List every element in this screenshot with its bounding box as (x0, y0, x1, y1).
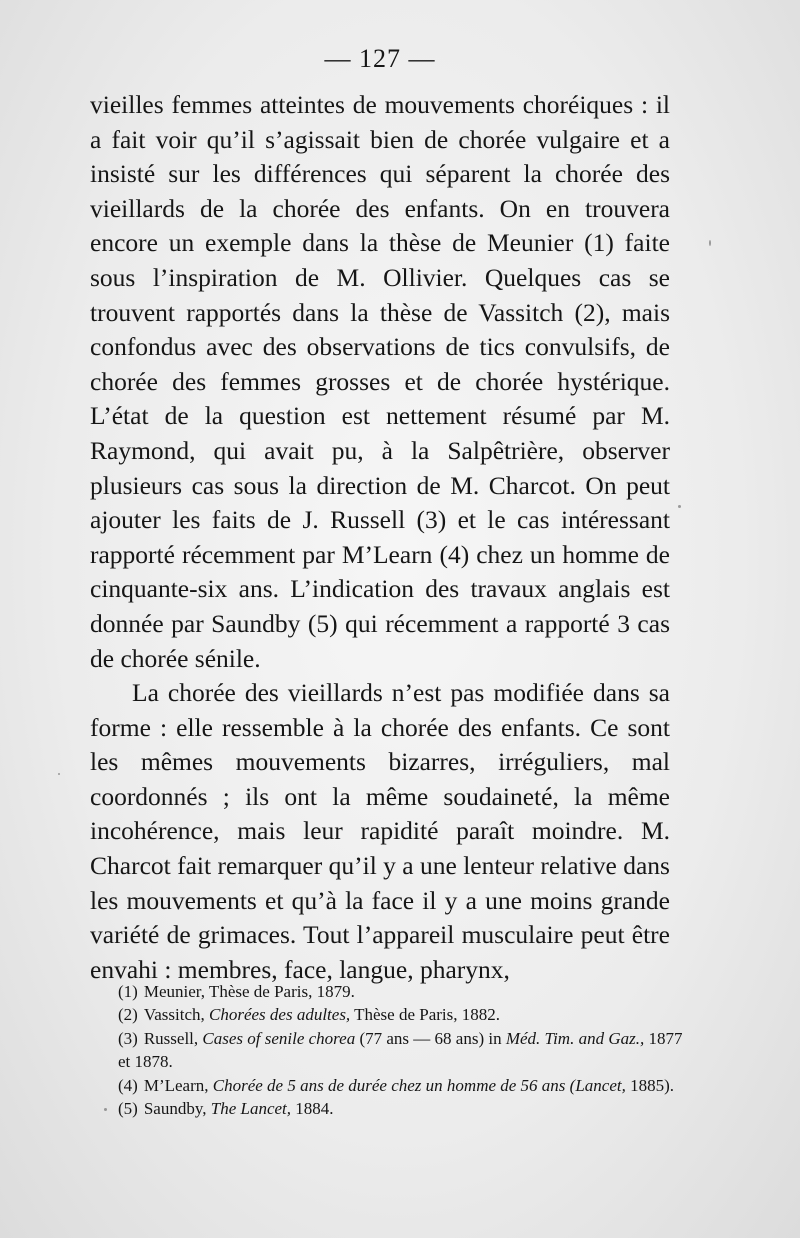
page-number: — 127 — (324, 44, 436, 73)
scan-speck (678, 505, 681, 508)
scan-speck (709, 240, 711, 246)
footnote-text: (77 ans — 68 ans) in (355, 1028, 506, 1048)
footnote-title: Chorées des adultes, (209, 1005, 351, 1025)
footnote-text: Russell, (143, 1028, 203, 1048)
scan-speck (58, 773, 60, 775)
scan-speck (104, 1108, 107, 1111)
footnote-number: (2) (118, 1005, 138, 1025)
footnote-1 (118, 980, 698, 1003)
footnote-text: M’Learn, (143, 1075, 213, 1095)
footnote-text: 1884. (291, 1099, 334, 1119)
body-text (90, 88, 670, 987)
footnote-text: Thèse de Paris, 1882. (350, 1005, 501, 1025)
footnote-text: Meunier, Thèse de Paris, 1879. (143, 982, 355, 1001)
footnote-4 (118, 1074, 698, 1097)
footnote-number: (3) (118, 1028, 138, 1048)
footnote-3 (118, 1027, 698, 1074)
footnote-number: (1) (118, 982, 138, 1001)
footnote-text: 1877 et 1878. (118, 1028, 683, 1072)
footnote-number: (4) (118, 1075, 138, 1095)
footnote-journal: The Lancet, (210, 1099, 292, 1119)
footnotes (118, 980, 698, 1120)
footnote-5 (118, 1097, 698, 1120)
footnote-text: Vassitch, (143, 1005, 209, 1025)
footnote-number: (5) (118, 1099, 138, 1119)
paragraph: La chorée des vieillards n’est pas modifiée dans sa forme : elle ressemble à la chorée des enfants. Ce sont les mêmes mouvements bizarres, irréguliers, mal coordonnés ; ils ont la même soudaineté, la même incohérence, mais leur rapidité paraît moindre. M. Charcot fait remarquer qu’il y a une lenteur relative dans les mouvements et qu’à la face il y a une moins grande variété de grimaces. Tout l’appareil musculaire peut être envahi : membres, face, langue, pharynx, (90, 678, 670, 984)
footnote-journal: Méd. Tim. and Gaz., (505, 1028, 645, 1048)
footnote-text: 1885). (625, 1075, 675, 1095)
footnote-2 (118, 1003, 698, 1026)
footnote-title: Cases of senile chorea (202, 1028, 356, 1048)
footnote-title: Chorée de 5 ans de durée chez un homme de 56 ans (Lancet, (212, 1075, 626, 1095)
paragraph: vieilles femmes atteintes de mouvements choréiques : il a fait voir qu’il s’agissait bien de chorée vulgaire et a insisté sur les différences qui séparent la chorée des vieillards de la chorée des enfants. On en trouvera encore un exemple dans la thèse de Meunier (1) faite sous l’inspiration de M. Ollivier. Quelques cas se trouvent rapportés dans la thèse de Vassitch (2), mais confondus avec des observations de tics convulsifs, de chorée des femmes grosses et de chorée hystérique. L’état de la question est nettement résumé par M. Raymond, qui avait pu, à la Salpêtrière, observer plusieurs cas sous la direction de M. Charcot. On peut ajouter les faits de J. Russell (3) et le cas intéressant rapporté récemment par M’Learn (4) chez un homme de cinquante-six ans. L’indication des travaux anglais est donnée par Saundby (5) qui récemment a rapporté 3 cas de chorée sénile. (90, 90, 670, 673)
footnote-text: Saundby, (143, 1099, 211, 1119)
